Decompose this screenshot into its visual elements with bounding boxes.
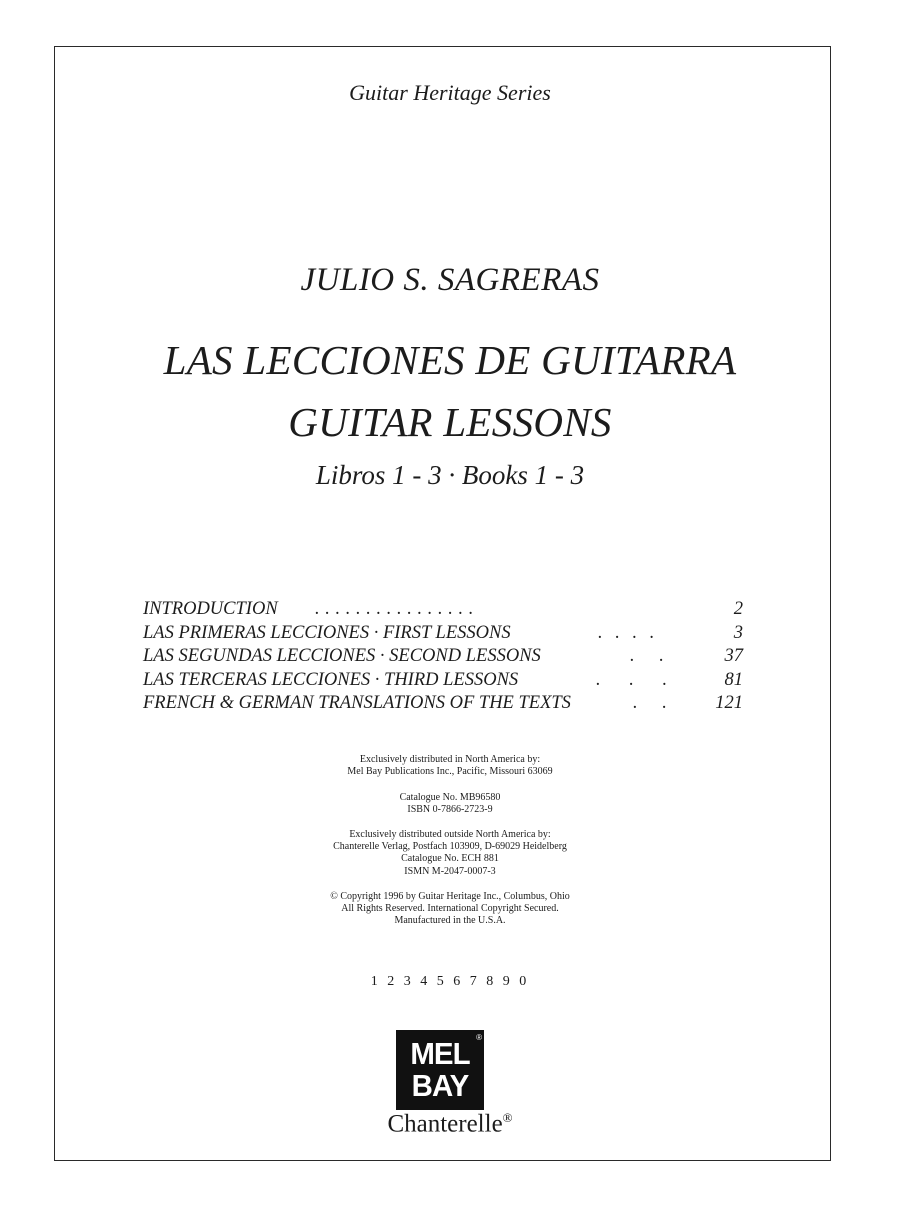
publisher-name [0,1110,900,1138]
toc-entry [143,598,743,622]
copyright-line: © Copyright 1996 by Guitar Heritage Inc., Columbus, Ohio [330,891,570,902]
registered-mark: ® [476,1033,482,1042]
subtitle-books: Libros 1 - 3 · Books 1 - 3 [315,460,585,490]
distribution-line: Exclusively distributed in North America by: [359,754,541,765]
toc-page-number: 37 [724,646,743,666]
toc-leader-dots: . . . . [598,622,659,643]
toc-entry [143,622,743,646]
toc-leader-dots: . . [630,646,674,666]
publisher-label: Chanterelle [387,1110,503,1138]
toc-page-number: 81 [724,669,743,690]
toc-page-number: 121 [715,693,743,713]
registered-mark: ® [502,1110,513,1125]
toc-leader-dots: . . [633,693,677,713]
catalog-north-america [0,792,900,816]
copyright-line: All Rights Reserved. International Copyright Secured. [341,903,559,915]
isbn-number: ISBN 0-7866-2723-9 [407,804,493,816]
distribution-line: Exclusively distributed outside North America by: [349,829,551,840]
toc-leader-dots: . . . . . . . . . . . . . . . . [315,599,474,619]
logo-word: BAY [411,1068,469,1103]
copyright-line: Manufactured in the U.S.A. [394,915,506,927]
distribution-line: Chanterelle Verlag, Postfach 103909, D-69029 Heidelberg [333,841,567,853]
toc-label: LAS TERCERAS LECCIONES · THIRD LESSONS [143,669,519,690]
printer-line: 1 2 3 4 5 6 7 8 9 0 [370,974,530,989]
distribution-north-america [0,754,900,778]
series-title: Guitar Heritage Series [349,80,551,105]
toc-entry [143,669,743,693]
toc-label: LAS PRIMERAS LECCIONES · FIRST LESSONS [143,622,511,643]
title-spanish: LAS LECCIONES DE GUITARRA [163,337,737,383]
toc-page-number: 2 [733,599,743,619]
toc-entry [143,645,743,669]
ismn-number: ISMN M-2047-0007-3 [404,865,496,877]
catalogue-number: Catalogue No. MB96580 [399,792,501,803]
logo-word: MEL [410,1036,470,1071]
toc-leader-dots: . . . [596,669,680,690]
toc-label: LAS SEGUNDAS LECCIONES · SECOND LESSONS [143,646,541,666]
author-name: JULIO S. SAGRERAS [300,262,600,298]
toc-label: FRENCH & GERMAN TRANSLATIONS OF THE TEXTS [143,693,571,713]
distribution-line: Mel Bay Publications Inc., Pacific, Missouri 63069 [347,766,553,778]
mel-bay-logo [396,1030,484,1110]
toc-entry [143,692,743,716]
distribution-outside [0,829,900,878]
catalogue-number: Catalogue No. ECH 881 [401,853,499,865]
copyright-notice [0,891,900,928]
title-english: GUITAR LESSONS [288,399,612,445]
table-of-contents [143,598,743,716]
toc-page-number: 3 [733,622,743,643]
toc-label: INTRODUCTION [143,599,278,619]
